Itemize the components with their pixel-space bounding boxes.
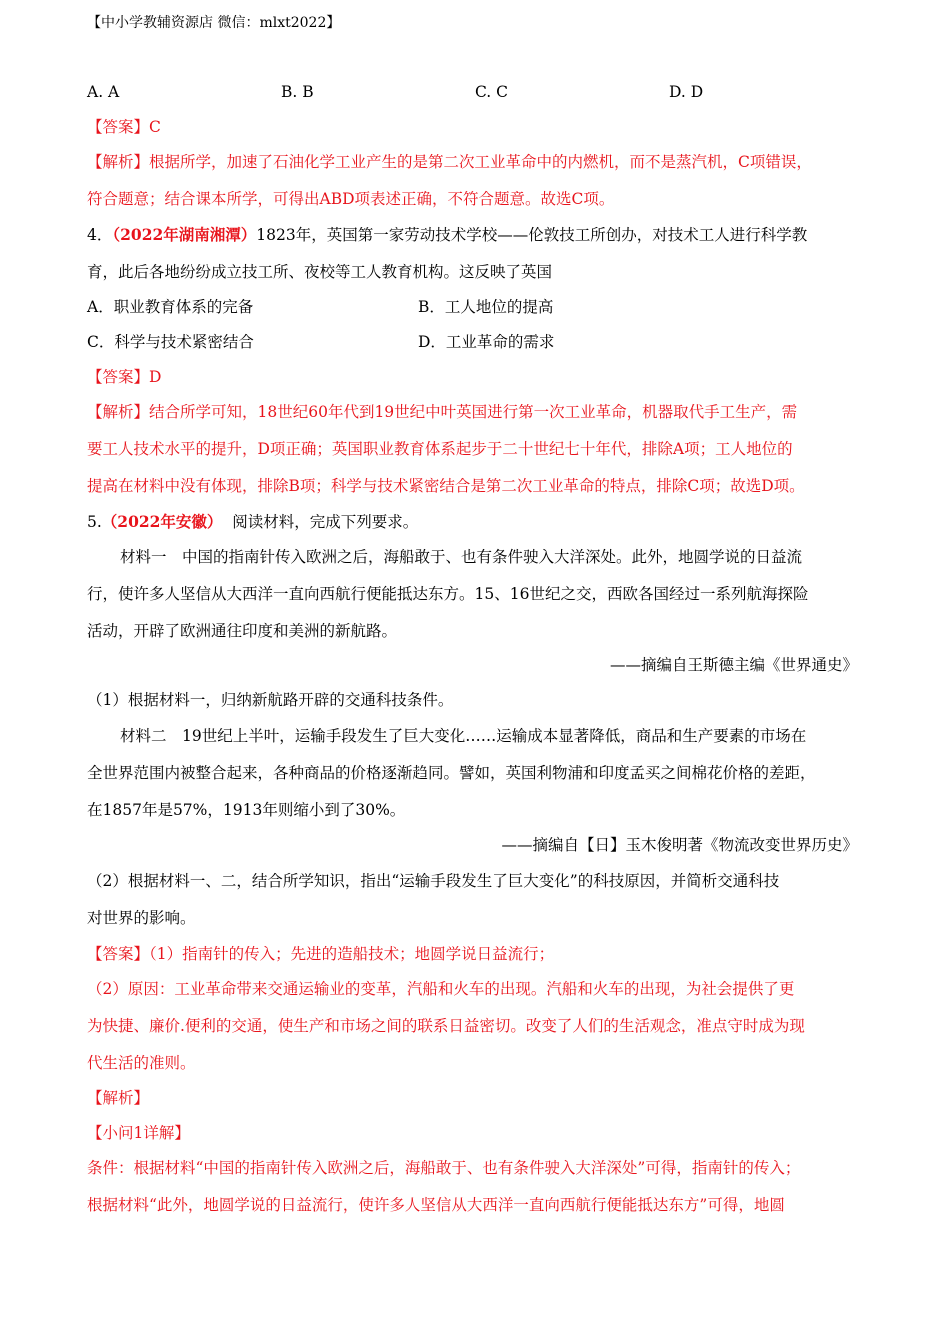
q3-answer: 【答案】C xyxy=(87,118,161,136)
q5-answer-line: 为快捷、廉价.便利的交通，使生产和市场之间的联系日益密切。改变了人们的生活观念，准点守时成为现 xyxy=(87,1017,805,1035)
page-header: 【中小学教辅资源店 微信：mlxt2022】 xyxy=(87,15,341,31)
material1-line: 活动，开辟了欧洲通往印度和美洲的新航路。 xyxy=(87,622,398,640)
q3-analysis-line: 【解析】根据所学，加速了石油化学工业产生的是第二次工业革命中的内燃机，而不是蒸汽机，C项错误， xyxy=(87,153,812,171)
q3-option-d: D. D xyxy=(669,83,704,101)
q5-sub2-line: 对世界的影响。 xyxy=(87,909,196,927)
q5-answer-line: 代生活的准则。 xyxy=(87,1054,196,1072)
q4-analysis-line: 【解析】结合所学可知，18世纪60年代到19世纪中叶英国进行第一次工业革命，机器取代手工生产，需 xyxy=(87,403,798,421)
q4-answer: 【答案】D xyxy=(87,368,162,386)
q5-stem-text: 阅读材料，完成下列要求。 xyxy=(232,513,419,531)
material1-line: 材料一 中国的指南针传入欧洲之后，海船敢于、也有条件驶入大洋深处。此外，地圆学说的日益流 xyxy=(120,548,803,566)
q4-option-c: C．科学与技术紧密结合 xyxy=(87,333,254,351)
material2-line: 在1857年是57%，1913年则缩小到了30%。 xyxy=(87,801,406,819)
q5-answer-line: 【答案】（1）指南针的传入；先进的造船技术；地圆学说日益流行； xyxy=(87,945,555,963)
material2-line: 材料二 19世纪上半叶，运输手段发生了巨大变化……运输成本显著降低，商品和生产要素的市场在 xyxy=(120,727,807,745)
q4-source: （2022年湖南湘潭） xyxy=(112,225,257,244)
q4-stem-continued: 育，此后各地纷纷成立技工所、夜校等工人教育机构。这反映了英国 xyxy=(87,263,553,281)
q4-analysis-line: 要工人技术水平的提升，D项正确；英国职业教育体系起步于二十世纪七十年代，排除A项；工人地位的 xyxy=(87,440,793,458)
material1-line: 行，使许多人坚信从大西洋一直向西航行便能抵达东方。15、16世纪之交，西欧各国经过一系列航海探险 xyxy=(87,585,809,603)
q5-number: 5. xyxy=(87,513,102,531)
q5-source: （2022年安徽） xyxy=(101,512,223,531)
q5-detail-line: 根据材料“此外，地圆学说的日益流行，使许多人坚信从大西洋一直向西航行便能抵达东方”可得，地圆 xyxy=(87,1196,785,1214)
material1-source: ——摘编自王斯德主编《世界通史》 xyxy=(609,656,858,674)
q5-sub1: （1）根据材料一，归纳新航路开辟的交通科技条件。 xyxy=(87,691,454,709)
q5-stem xyxy=(87,512,418,532)
q3-option-c: C. C xyxy=(475,83,509,101)
q3-option-b: B. B xyxy=(281,83,314,101)
q4-analysis-line: 提高在材料中没有体现，排除B项；科学与技术紧密结合是第二次工业革命的特点，排除C项；故选D项。 xyxy=(87,477,805,495)
material2-line: 全世界范围内被整合起来，各种商品的价格逐渐趋同。譬如，英国利物浦和印度孟买之间棉花价格的差距， xyxy=(87,764,816,782)
q5-detail-label: 【小问1详解】 xyxy=(87,1124,190,1142)
q4-stem xyxy=(87,225,807,245)
q5-answer-line: （2）原因：工业革命带来交通运输业的变革，汽船和火车的出现。汽船和火车的出现，为社会提供了更 xyxy=(87,980,795,998)
q4-number: 4． xyxy=(87,226,113,244)
q4-option-a: A．职业教育体系的完备 xyxy=(87,298,254,316)
q3-analysis-line: 符合题意；结合课本所学，可得出ABD项表述正确，不符合题意。故选C项。 xyxy=(87,190,615,208)
q3-option-a: A. A xyxy=(87,83,120,101)
q5-analysis-label: 【解析】 xyxy=(87,1089,150,1107)
q5-sub2-line: （2）根据材料一、二，结合所学知识，指出“运输手段发生了巨大变化”的科技原因，并简析交通科技 xyxy=(87,872,780,890)
q4-option-d: D．工业革命的需求 xyxy=(418,333,555,351)
q4-option-b: B．工人地位的提高 xyxy=(418,298,554,316)
q5-detail-line: 条件：根据材料“中国的指南针传入欧洲之后，海船敢于、也有条件驶入大洋深处”可得，指南针的传入； xyxy=(87,1159,801,1177)
q4-stem-text: 1823年，英国第一家劳动技术学校——伦敦技工所创办，对技术工人进行科学教 xyxy=(256,226,808,244)
material2-source: ——摘编自【日】玉木俊明著《物流改变世界历史》 xyxy=(501,836,858,854)
